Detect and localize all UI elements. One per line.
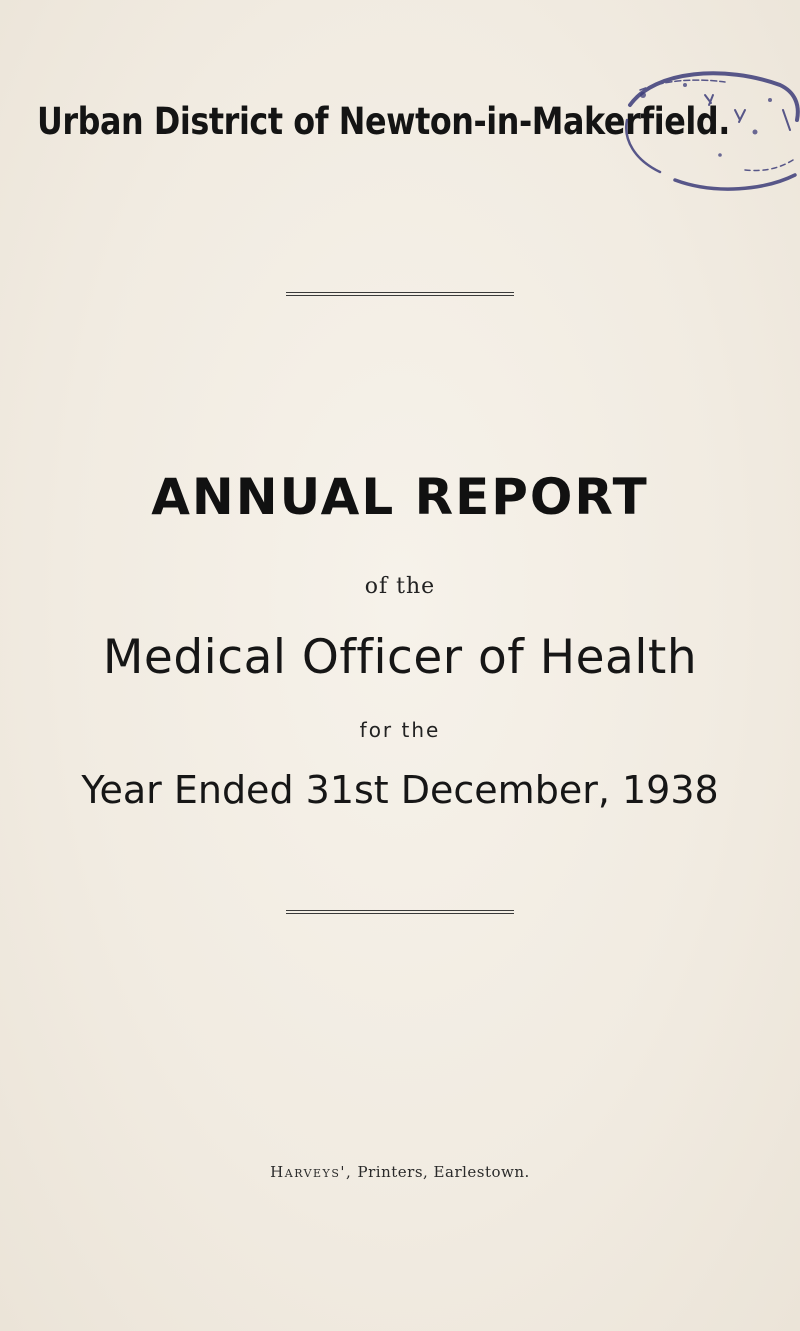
of-the-text: of the — [364, 574, 436, 599]
printer-name: Harveys', — [270, 1163, 353, 1181]
printer-imprint — [0, 1163, 800, 1181]
bottom-divider-rule — [286, 910, 514, 914]
officer-title: Medical Officer of Health — [102, 630, 698, 685]
district-title: Urban District of Newton-in-Makerfield. — [37, 100, 730, 143]
report-title: ANNUAL REPORT — [151, 468, 649, 526]
year-ended-text: Year Ended 31st December, 1938 — [81, 768, 719, 812]
top-divider-rule — [286, 292, 514, 296]
for-the-text: for the — [359, 718, 441, 742]
printer-location: Printers, Earlestown. — [357, 1163, 530, 1181]
